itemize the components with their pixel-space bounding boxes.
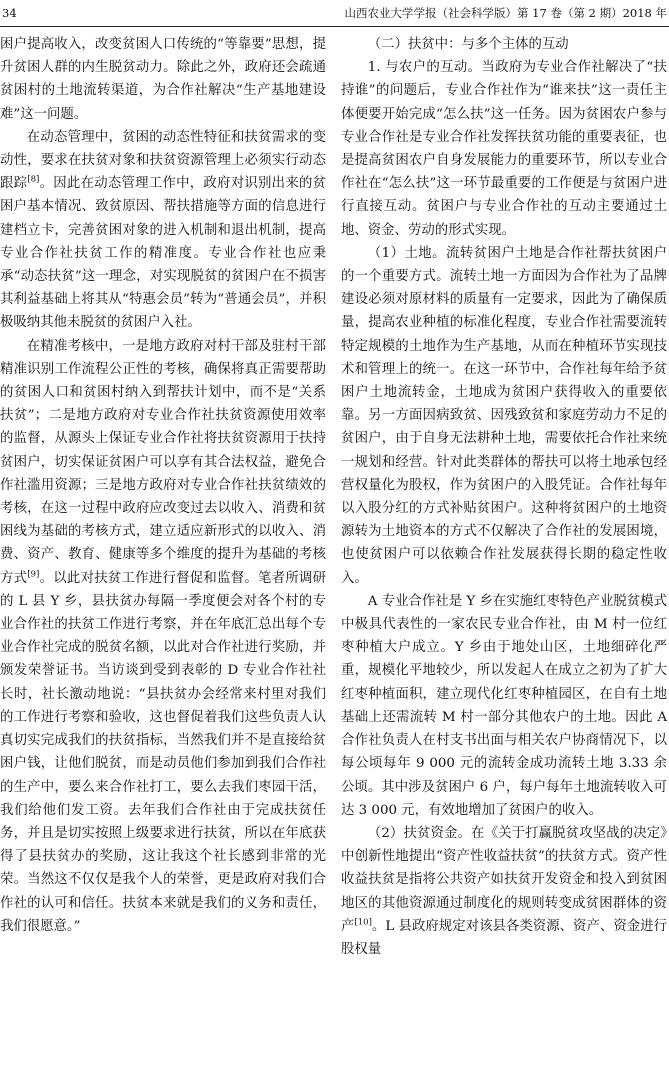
citation-ref: [10] xyxy=(354,917,372,928)
journal-running-title: 山西农业大学学报（社会科学版）第 17 卷（第 2 期）2018 年 xyxy=(344,6,667,20)
section-heading-text: （二）扶贫中：与多个主体的互动 xyxy=(367,37,569,52)
paragraph-text: 在精准考核中，一是地方政府对村干部及驻村干部精准识别工作流程公正性的考核，确保将真正需要帮助的贫困人口和贫困村纳入到帮扶计划中，而不是“关系扶贫”；二是地方政府对专业合作社扶贫资源使用效率的监督，从源头上保证专业合作社将扶贫资源用于扶持贫困户，切实保证贫困户可以享有其合法权益，避免合作社滥用资源；三是地方政府对专业合作社扶贫绩效的考核，在这一过程中政府应改变过去以收入、消费和贫困线为基础的考核方式，建立适应新形式的以收入、消费、资产、教育、健康等多个维度的提升为基础的考核方式 xyxy=(0,338,326,586)
paragraph-text: （1）土地。流转贫困户土地是合作社帮扶贫困户的一个重要方式。流转土地一方面因为合作社为了品牌建设必须对原材料的质量有一定要求，因此为了确保质量，提高农业种植的标准化程度，专业合作社需要流转特定规模的土地作为生产基地，从而在种植环节实现技术和管理上的统一。在这一环节中，合作社每年给予贫困户土地流转金，土地成为贫困户获得收入的重要依靠。另一方面因病致贫、因残致贫和家庭劳动力不足的贫困户，由于自身无法耕种土地，需要依托合作社来统一规划和经营。针对此类群体的帮扶可以将土地承包经营权量化为股权，作为贫困户的入股凭证。合作社每年以入股分红的方式补贴贫困户。这种将贫困户的土地资源转为土地资本的方式不仅解决了合作社的发展困境，也使贫困户可以依赖合作社发展获得长期的稳定性收入。 xyxy=(341,245,667,586)
right-text-column xyxy=(341,33,667,961)
section-heading xyxy=(341,33,667,56)
citation-ref: [9] xyxy=(27,569,40,580)
paragraph-text: 在动态管理中，贫困的动态性特征和扶贫需求的变动性，要求在扶贫对象和扶贫资源管理上必须实行动态跟踪 xyxy=(0,129,326,192)
running-header xyxy=(0,0,669,27)
paragraph-cooperative-case xyxy=(341,590,667,822)
paragraph-continuation xyxy=(0,33,326,126)
left-text-column xyxy=(0,33,326,938)
paragraph-land xyxy=(341,242,667,590)
paragraph-text-tail: 。L 县政府规定对该县各类资源、资产、资金进行股权量 xyxy=(341,918,668,957)
page-number: 34 xyxy=(2,6,17,20)
paragraph-precise-assessment xyxy=(0,335,326,938)
paragraph-text: （2）扶贫资金。在《关于打赢脱贫攻坚战的决定》中创新性地提出“资产性收益扶贫”的扶贫方式。资产性收益扶贫是指将公共资产如扶贫开发资金和投入到贫困地区的其他资源通过制度化的规则转变成贫困群体的资产 xyxy=(341,825,667,934)
paragraph-text: 1. 与农户的互动。当政府为专业合作社解决了“扶持谁”的问题后，专业合作社作为“谁来扶”这一责任主体便要开始完成“怎么扶”这一任务。因为贫困农户参与专业合作社是专业合作社发挥扶贫功能的重要表征，也是提高贫困农户自身发展能力的重要环节，所以专业合作社在“怎么扶”这一环节最重要的工作便是与贫困户进行直接互动。贫困户与专业合作社的互动主要通过土地、资金、劳动的形式实现。 xyxy=(341,60,667,238)
paragraph-text: A 专业合作社是 Y 乡在实施红枣特色产业脱贫模式中极具代表性的一家农民专业合作社，由 M 村一位红枣种植大户成立。Y 乡由于地处山区，土地细碎化严重，规模化平地较少，所以发起人在成立之初为了扩大红枣种植面积，建立现代化红枣种植园区，在自有土地基础上还需流转 M 村一部分其他农户的土地。因此 A 合作社负责人在村支书出面与相关农户协商情况下，以每公顷每年 9 000 元的流转金成功流转土地 3.33 余公顷。其中涉及贫困户 6 户，每户每年土地流转收入可达 3 000 元，有效地增加了贫困户的收入。 xyxy=(341,593,667,818)
paragraph-poverty-funds xyxy=(341,822,667,961)
paragraph-text-tail: 。因此在动态管理工作中，政府对识别出来的贫困户基本情况、致贫原因、帮扶措施等方面的信息进行建档立卡，完善贫困对象的进入机制和退出机制，提高专业合作社扶贫工作的精准度。专业合作社也应秉承“动态扶贫”这一理念，对实现脱贫的贫困户在不损害其利益基础上将其从“特惠会员”转为“普通会员”，并积极吸纳其他未脱贫的贫困户入社。 xyxy=(0,176,327,331)
paragraph-text-tail: 。以此对扶贫工作进行督促和监督。笔者所调研的 L 县 Y 乡，县扶贫办每隔一季度便会对各个村的专业合作社的扶贫工作进行考察，并在年底汇总出每个专业合作社完成的脱贫名额，以此对合作社进行奖励，并颁发荣誉证书。当访谈到受到表彰的 D 专业合作社社长时，社长激动地说：“县扶贫办会经常来村里对我们的工作进行考察和验收，这也督促着我们这些负责人认真切实完成我们的扶贫指标，当然我们并不是直接给贫困户钱，让他们脱贫，而是动员他们参加到我们合作社的生产中，要么来合作社打工，要么去我们枣园干活，我们给他们发工资。去年我们合作社由于完成扶贫任务，并且是切实按照上级要求进行扶贫，所以在年底获得了县扶贫办的奖励，这让我这个社长感到非常的光荣。当然这不仅仅是我个人的荣誉，更是政府对我们合作社的认可和信任。扶贫本来就是我们的义务和责任，我们很愿意。” xyxy=(0,570,327,934)
citation-ref: [8] xyxy=(27,174,40,185)
paragraph-text: 困户提高收入，改变贫困人口传统的“等靠要”思想，提升贫困人群的内生脱贫动力。除此之外，政府还会疏通贫困村的土地流转渠道，为合作社解决“生产基地建设难”这一问题。 xyxy=(0,37,326,122)
paragraph-dynamic-management xyxy=(0,126,326,335)
paragraph-farmer-interaction xyxy=(341,56,667,242)
